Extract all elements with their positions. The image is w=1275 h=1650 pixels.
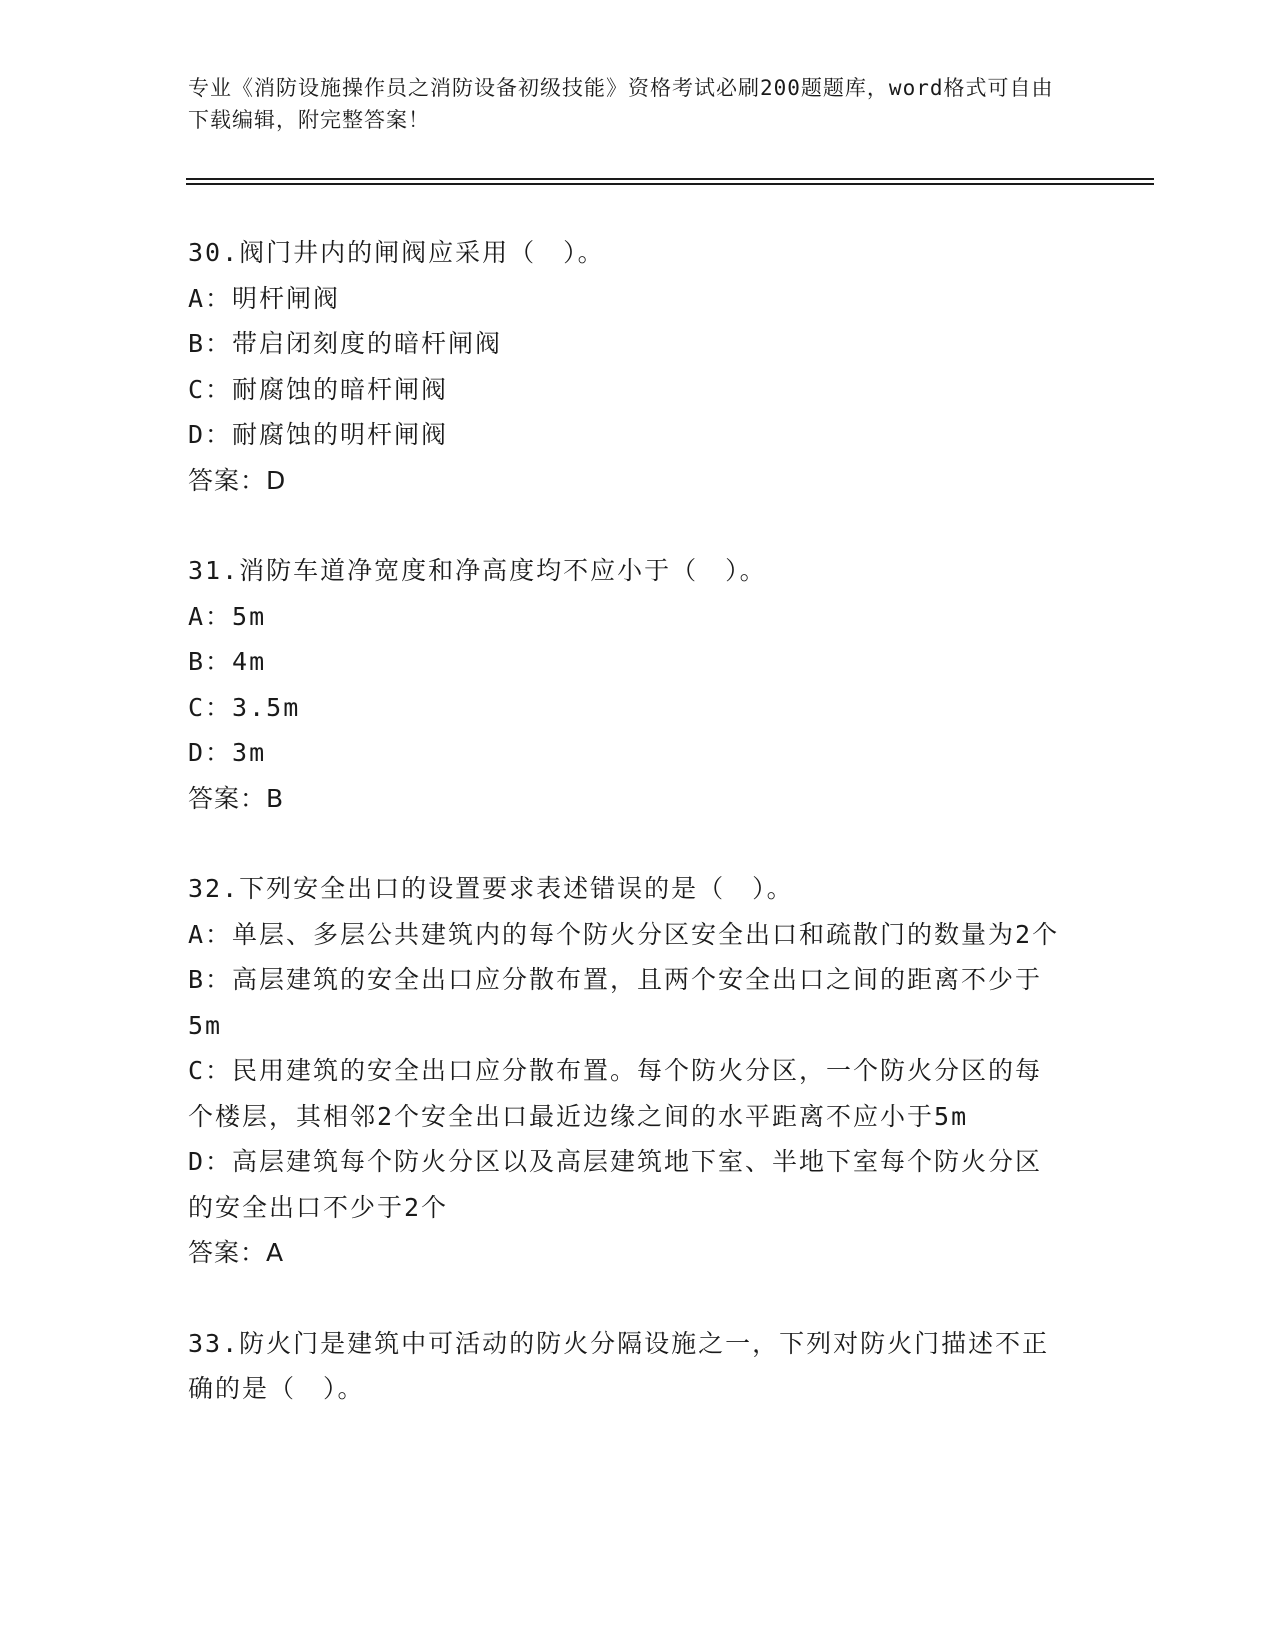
question-list [188,230,1068,1457]
question-stem: 33.防火门是建筑中可活动的防火分隔设施之一，下列对防火门描述不正确的是（ ）。 [188,1328,1050,1403]
question-31 [188,548,1068,821]
question-stem: 30.阀门井内的闸阀应采用（ ）。 [188,238,605,267]
question-stem: 31.消防车道净宽度和净高度均不应小于（ ）。 [188,556,767,585]
question-30 [188,230,1068,503]
header-divider-bottom [186,183,1154,185]
answer: 答案：A [188,1238,285,1267]
option-d: D：3m [188,738,267,767]
option-b: B：带启闭刻度的暗杆闸阀 [188,329,503,358]
question-33 [188,1321,1068,1412]
header-divider-top [186,178,1154,180]
answer: 答案：B [188,783,285,813]
option-d: D：耐腐蚀的明杆闸阀 [188,420,449,449]
option-c: C：耐腐蚀的暗杆闸阀 [188,374,449,404]
option-c: C：3.5m [188,692,301,722]
header-text: 专业《消防设施操作员之消防设备初级技能》资格考试必刷200题题库，word格式可自由下载编辑，附完整答案！ [188,76,1054,132]
option-a: A：明杆闸阀 [188,283,341,313]
option-b: B：高层建筑的安全出口应分散布置，且两个安全出口之间的距离不少于5m [188,965,1043,1040]
answer: 答案：D [188,465,287,495]
question-stem: 32.下列安全出口的设置要求表述错误的是（ ）。 [188,874,794,903]
option-a: A：单层、多层公共建筑内的每个防火分区安全出口和疏散门的数量为2个 [188,919,1060,949]
option-d: D：高层建筑每个防火分区以及高层建筑地下室、半地下室每个防火分区的安全出口不少于2个 [188,1147,1043,1222]
option-b: B：4m [188,647,267,676]
option-a: A：5m [188,601,267,631]
option-c: C：民用建筑的安全出口应分散布置。每个防火分区，一个防火分区的每个楼层，其相邻2个安全出口最近边缘之间的水平距离不应小于5m [188,1056,1043,1131]
question-32 [188,866,1068,1276]
document-header [188,72,1068,136]
